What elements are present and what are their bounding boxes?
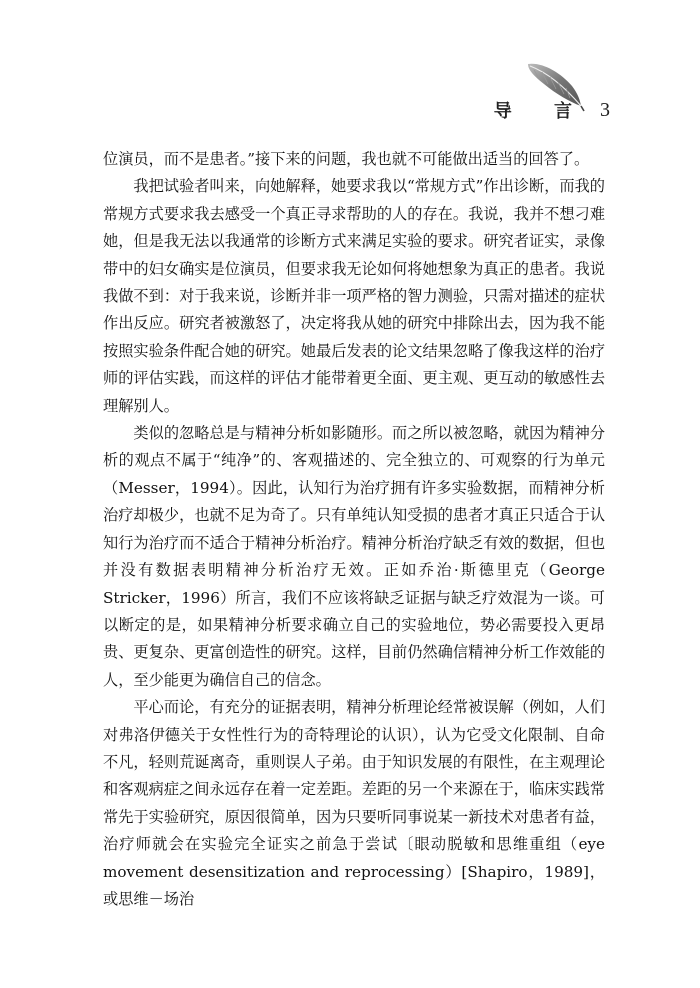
- running-header: [480, 98, 610, 122]
- paragraph: 我把试验者叫来，向她解释，她要求我以“常规方式”作出诊断，而我的常规方式要求我去感受一个真正寻求帮助的人的存在。我说，我并不想刁难她，但是我无法以我通常的诊断方式来满足实验的要求。研究者证实，录像带中的妇女确实是位演员，但要求我无论如何将她想象为真正的患者。我说我做不到：对于我来说，诊断并非一项严格的智力测验，只需对描述的症状作出反应。研究者被激怒了，决定将我从她的研究中排除出去，因为我不能按照实验条件配合她的研究。她最后发表的论文结果忽略了像我这样的治疗师的评估实践，而这样的评估才能带着更全面、更主观、更互动的敏感性去理解别人。: [103, 177, 605, 415]
- page-number: 3: [600, 98, 610, 121]
- paragraph: 类似的忽略总是与精神分析如影随形。而之所以被忽略，就因为精神分析的观点不属于“纯净”的、客观描述的、完全独立的、可观察的行为单元（Messer，1994）。因此，认知行为治疗拥有许多实验数据，而精神分析治疗却极少，也就不足为奇了。只有单纯认知受损的患者才真正只适合于认知行为治疗而不适合于精神分析治疗。精神分析治疗缺乏有效的数据，但也并没有数据表明精神分析治疗无效。正如乔治·斯德里克（George Stricker，1996）所言，我们不应该将缺乏证据与缺乏疗效混为一谈。可以断定的是，如果精神分析要求确立自己的实验地位，势必需要投入更昂贵、更复杂、更富创造性的研究。这样，目前仍然确信精神分析工作效能的人，至少能更为确信自己的信念。: [103, 424, 605, 689]
- chapter-title: 导 言: [493, 101, 590, 122]
- paragraph-continuation: 位演员，而不是患者。”接下来的问题，我也就不可能做出适当的回答了。: [103, 150, 590, 168]
- body-text: [103, 146, 605, 913]
- paragraph: 平心而论，有充分的证据表明，精神分析理论经常被误解（例如，人们对弗洛伊德关于女性性行为的奇特理论的认识），认为它受文化限制、自命不凡，轻则荒诞离奇，重则误人子弟。由于知识发展的有限性，在主观理论和客观病症之间永远存在着一定差距。差距的另一个来源在于，临床实践常常先于实验研究，原因很简单，因为只要听同事说某一新技术对患者有益，治疗师就会在实验完全证实之前急于尝试〔眼动脱敏和思维重组（eye movement desensitization and reprocessing）[Shapiro，1989]，或思维－场治: [103, 698, 605, 908]
